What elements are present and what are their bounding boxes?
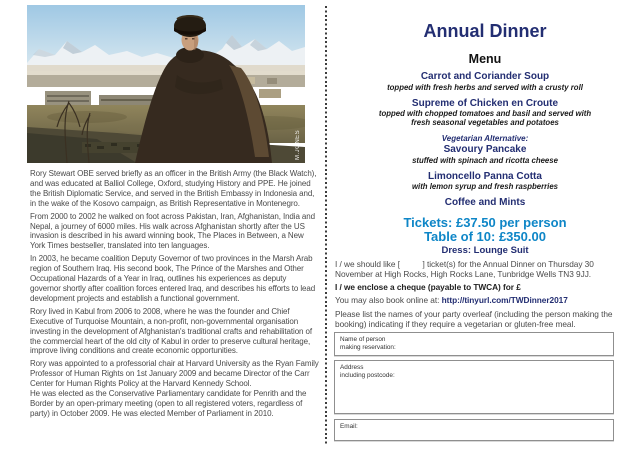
- ticket-request-line2: November at High Rocks, High Rocks Lane, Tunbridge Wells TN3 9JJ.: [335, 269, 592, 279]
- address-field[interactable]: [334, 360, 614, 414]
- ticket-request-text: [335, 259, 637, 280]
- name-field[interactable]: [334, 332, 614, 356]
- page-title: Annual Dinner: [423, 21, 547, 41]
- bio-text: [30, 169, 319, 422]
- bio-paragraph: Rory lived in Kabul from 2006 to 2008, where he was the founder and Chief Executive of Turquoise Mountain, a non-profit, non-governmental organisation investing in the development of Afghanistan's traditional crafts and rehabilitation of the commercial heart of the old city of Kabul in order to preserve cultural heritage, improve living conditions and create economic opportunities.: [30, 306, 312, 356]
- building: [267, 78, 277, 84]
- overleaf-note-line1: Please list the names of your party overleaf (including the person making the: [335, 308, 613, 319]
- bio-paragraph: He was elected as the Conservative Parliamentary candidate for Penrith and the Border by an open-primary meeting (open to all registered voters, regardless of party) in October 2009. He was elected Member of Parliament in 2010.: [30, 389, 307, 418]
- course-name-pancake: Savoury Pancake: [443, 144, 527, 155]
- bio-paragraph: In 2003, he became coalition Deputy Governor of two provinces in the Marsh Arab region of Southern Iraq. His second book, The Prince of the Marshes and Other Occupational Hazards of a Year in Iraq, outlines his experiences as deputy governor shortly after coalition forces entered Iraq, and describes his efforts to lead development projects and establish a functional government.: [30, 254, 316, 303]
- overleaf-note: [335, 309, 637, 330]
- dinner-flyer-column: [333, 0, 637, 441]
- booking-url-link[interactable]: http://tinyurl.com/TWDinner2017: [441, 295, 568, 305]
- photo-credit-text: M.JONES: [295, 129, 301, 160]
- course-desc-pancake: stuffed with spinach and ricotta cheese: [412, 155, 558, 165]
- course-name-soup: Carrot and Coriander Soup: [420, 71, 550, 82]
- eye: [185, 38, 188, 40]
- online-booking-line: [335, 295, 637, 306]
- course-desc-pannacotta: with lemon syrup and fresh raspberries: [411, 182, 559, 191]
- bio-paragraph: From 2000 to 2002 he walked on foot across Pakistan, Iran, Afghanistan, India and Nepal, a journey of 6000 miles. His walk across Afghanistan shortly after the US invasion is described in his award winning book, The Places in Between, a New York Times bestseller, translated into ten languages.: [30, 211, 315, 251]
- bio-paragraph: Rory Stewart OBE served briefly as an officer in the British Army (the Black Watch), and was educated at Balliol College, Oxford, studying History and PPE. He joined the British Diplomatic Service, and served in the British Embassy in Indonesia and, in the wake of the Kosovo campaign, as British Representative in Montenegro.: [30, 169, 317, 208]
- bio-paragraph: Rory was appointed to a professorial chair at Harvard University as the Ryan Family Professor of Human Rights on 1st January 2009 and became Director of the Carr Center for Human Rights Policy at the Harvard Kennedy School.: [30, 359, 319, 389]
- email-field[interactable]: [334, 419, 614, 441]
- course-desc-chicken: topped with chopped tomatoes and basil and served with fresh seasonal vegetables and potatoes: [378, 109, 592, 127]
- online-booking-prefix: You may also book online at:: [335, 295, 442, 305]
- vegetarian-alternative-label: Vegetarian Alternative:: [441, 134, 529, 143]
- menu-heading: Menu: [468, 52, 502, 66]
- eye: [192, 38, 195, 40]
- building-windows: [101, 99, 155, 101]
- dress-code-line: Dress: Lounge Suit: [441, 244, 529, 256]
- column-divider: [325, 6, 327, 446]
- course-name-chicken: Supreme of Chicken en Croute: [411, 97, 559, 109]
- name-field-label: Name of person making reservation:: [340, 335, 396, 351]
- ticket-request-line1: I / we should like [ ] ticket(s) for the Annual Dinner on Thursday 30: [335, 258, 594, 269]
- rory-stewart-photo: [27, 5, 305, 163]
- building-windows: [47, 100, 89, 102]
- address-field-label: Address including postcode:: [340, 363, 395, 379]
- course-name-coffee: Coffee and Mints: [444, 197, 526, 208]
- building-block: [259, 89, 281, 98]
- cheque-line: I / we enclose a cheque (payable to TWCA) for £: [335, 281, 521, 292]
- overleaf-note-line2: booking) indicating if they require a vegetarian or gluten-free meal.: [335, 319, 576, 329]
- course-desc-soup: topped with fresh herbs and served with a crusty roll: [387, 82, 583, 92]
- email-field-label: Email:: [340, 422, 358, 430]
- ticket-price-line: Tickets: £37.50 per person: [403, 214, 567, 230]
- building-windows: [47, 95, 89, 97]
- afghanistan-landscape-illustration: [27, 5, 305, 163]
- course-name-pannacotta: Limoncello Panna Cotta: [428, 170, 542, 182]
- table-price-line: Table of 10: £350.00: [424, 228, 546, 244]
